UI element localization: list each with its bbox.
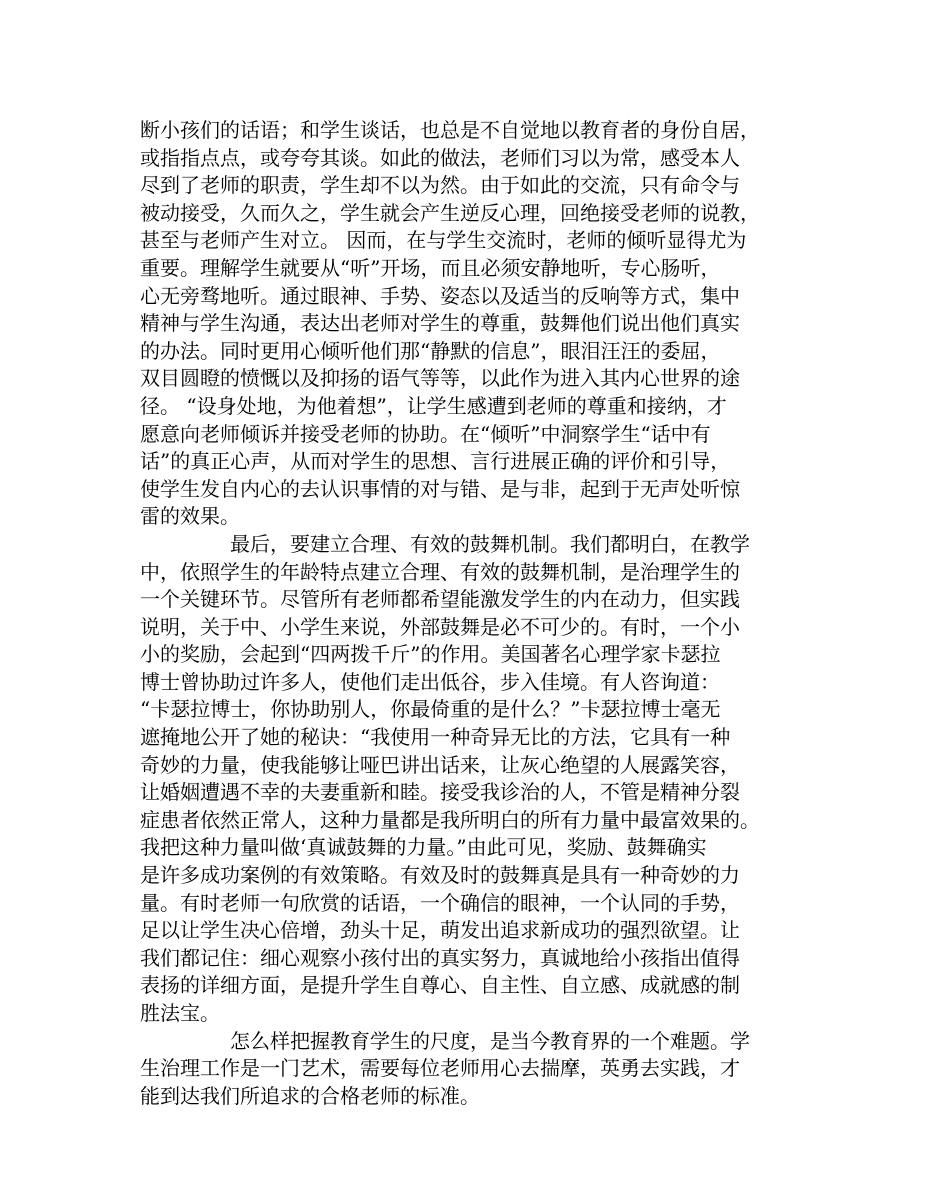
text-line: 话”的真正心声，从而对学生的思想、言行进展正确的评价和引导，: [140, 449, 731, 474]
text-line: 表扬的详细方面，是提升学生自尊心、自主性、自立感、成就感的制: [140, 973, 740, 998]
text-line: 径。 “设身处地，为他着想”，让学生感遭到老师的尊重和接纳，才: [140, 393, 727, 418]
text-line: 量。有时老师一句欣赏的话语，一个确信的眼神，一个认同的手势，: [140, 890, 740, 915]
text-line: 双目圆瞪的愤慨以及抑扬的语气等等，以此作为进入其内心世界的途: [140, 366, 740, 391]
text-line: 一个关键环节。尽管所有老师都希望能激发学生的内在动力，但实践: [140, 587, 740, 612]
text-line: 是许多成功案例的有效策略。有效及时的鼓舞真是具有一种奇妙的力: [140, 863, 740, 888]
text-line: 的办法。同时更用心倾听他们那“静默的信息”，眼泪汪汪的委屈，: [140, 338, 721, 363]
text-line: 遮掩地公开了她的秘诀：“我使用一种奇异无比的方法，它具有一种: [140, 725, 731, 750]
text-line: 我把这种力量叫做‘真诚鼓舞的力量。”由此可见，奖励、鼓舞确实: [140, 835, 707, 860]
text-line: 断小孩们的话语；和学生谈话，也总是不自觉地以教育者的身份自居，: [140, 118, 760, 142]
text-line: 最后，要建立合理、有效的鼓舞机制。我们都明白，在教学: [230, 531, 750, 556]
text-line: 能到达我们所追求的合格老师的标准。: [140, 1083, 480, 1108]
text-line: 中，依照学生的年龄特点建立合理、有效的鼓舞机制，是治理学生的: [140, 559, 740, 584]
text-line: 让婚姻遭遇不幸的夫妻重新和睦。接受我诊治的人，不管是精神分裂: [140, 780, 740, 805]
text-line: 我们都记住：细心观察小孩付出的真实努力，真诚地给小孩指出值得: [140, 945, 740, 970]
text-line: 重要。理解学生就要从“听”开场，而且必须安静地听，专心肠听，: [140, 255, 721, 280]
text-line: 症患者依然正常人，这种力量都是我所明白的所有力量中最富效果的。: [140, 807, 760, 832]
document-body: [140, 117, 820, 1110]
text-line: 足以让学生决心倍增，劲头十足，萌发出追求新成功的强烈欲望。让: [140, 918, 740, 943]
text-line: 或指指点点，或夸夸其谈。如此的做法，老师们习以为常，感受本人: [140, 145, 740, 170]
text-line: 使学生发自内心的去认识事情的对与错、是与非，起到于无声处听惊: [140, 476, 740, 501]
text-line: 怎么样把握教育学生的尺度，是当今教育界的一个难题。学: [230, 1028, 750, 1053]
text-line: 愿意向老师倾诉并接受老师的协助。在“倾听”中洞察学生“话中有: [140, 421, 711, 446]
text-line: 尽到了老师的职责，学生却不以为然。由于如此的交流，只有命令与: [140, 173, 740, 198]
text-line: 博士曾协助过许多人，使他们走出低谷，步入佳境。有人咨询道：: [140, 669, 720, 694]
text-line: “卡瑟拉博士，你协助别人，你最倚重的是什么？”卡瑟拉博士毫无: [140, 697, 721, 722]
text-line: 雷的效果。: [140, 504, 240, 529]
text-line: 生治理工作是一门艺术，需要每位老师用心去揣摩，英勇去实践，才: [140, 1056, 740, 1081]
text-line: 精神与学生沟通，表达出老师对学生的尊重，鼓舞他们说出他们真实: [140, 311, 740, 336]
text-line: 心无旁骛地听。通过眼神、手势、姿态以及适当的反响等方式，集中: [140, 283, 740, 308]
text-line: 小的奖励，会起到“四两拨千斤”的作用。美国著名心理学家卡瑟拉: [140, 642, 721, 667]
text-line: 奇妙的力量，使我能够让哑巴讲出话来，让灰心绝望的人展露笑容，: [140, 752, 740, 777]
text-line: 说明，关于中、小学生来说，外部鼓舞是必不可少的。有时，一个小: [140, 614, 740, 639]
text-line: 甚至与老师产生对立。 因而，在与学生交流时，老师的倾听显得尤为: [140, 228, 747, 253]
text-line: 被动接受，久而久之，学生就会产生逆反心理，回绝接受老师的说教，: [140, 200, 760, 225]
text-line: 胜法宝。: [140, 1001, 220, 1025]
